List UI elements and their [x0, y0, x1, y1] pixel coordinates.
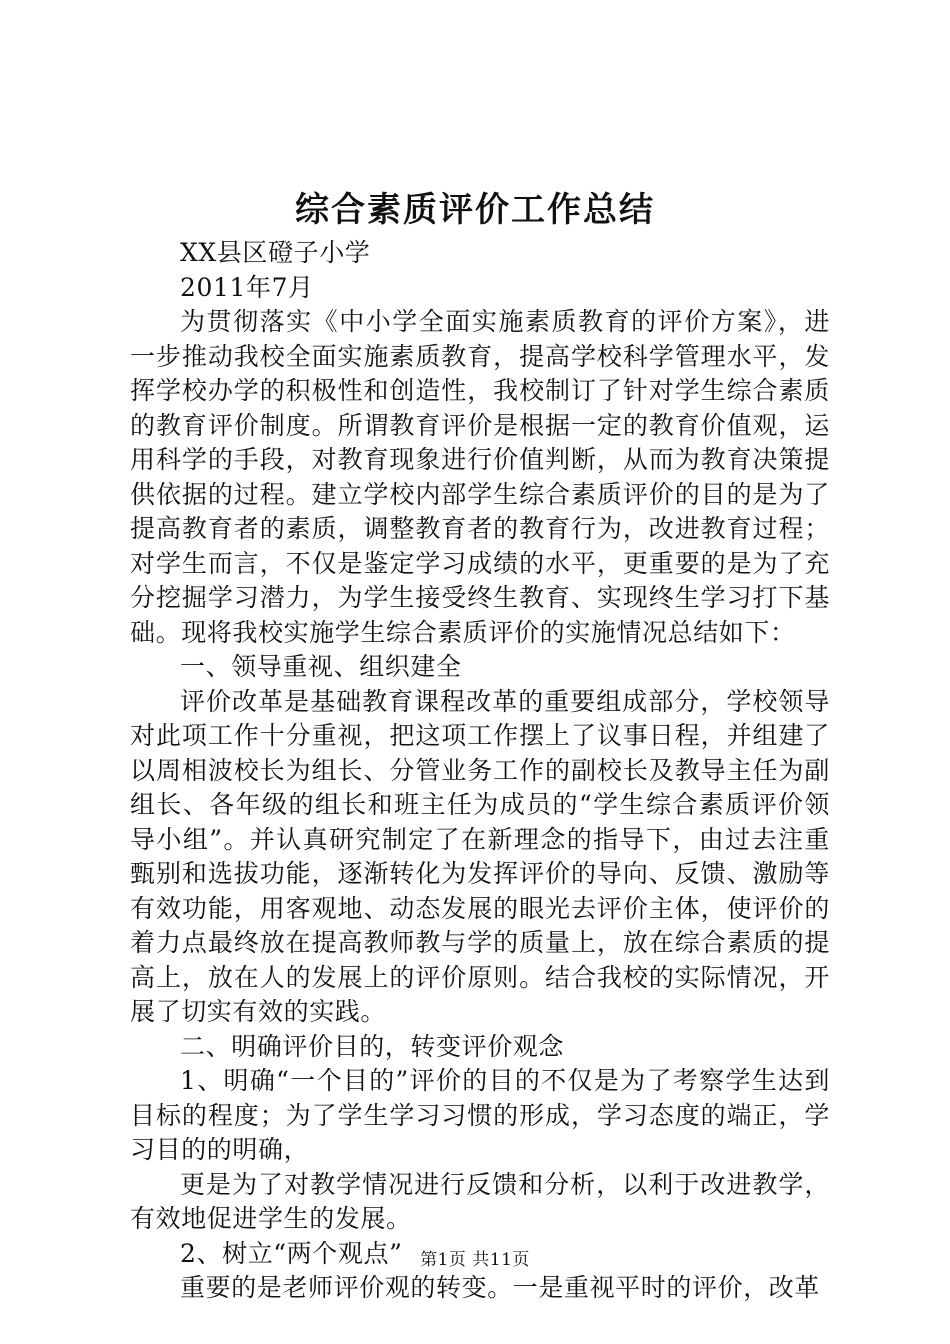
document-date: 2011年7月 — [180, 272, 314, 302]
school-name: XX县区磴子小学 — [180, 238, 371, 267]
point-2-heading: 2、树立“两个观点” — [180, 1238, 403, 1268]
point-1-continuation: 更是为了对教学情况进行反馈和分析，以利于改进教学，有效地促进学生的发展。 — [130, 1169, 830, 1233]
page-footer: 第1页 共11页 — [420, 1250, 530, 1270]
intro-paragraph: 为贯彻落实《中小学全面实施素质教育的评价方案》，进一步推动我校全面实施素质教育，提高学校科学管理水平，发挥学校办学的积极性和创造性，我校制订了针对学生综合素质的教育评价制度。所谓教育评价是根据一定的教育价值观，运用科学的手段，对教育现象进行价值判断，从而为教育决策提供依据的过程。建立学校内部学生综合素质评价的目的是为了提高教育者的素质，调整教育者的教育行为，改进教育过程；对学生而言，不仅是鉴定学习成绩的水平，更重要的是为了充分挖掘学习潜力，为学生接受终生教育、实现终生学习打下基础。现将我校实施学生综合素质评价的实施情况总结如下： — [130, 307, 830, 647]
document-body — [130, 236, 830, 1306]
section-heading-2: 二、明确评价目的，转变评价观念 — [180, 1031, 565, 1061]
section-1-paragraph: 评价改革是基础教育课程改革的重要组成部分，学校领导对此项工作十分重视，把这项工作摆上了议事日程，并组建了以周相波校长为组长、分管业务工作的副校长及教导主任为副组长、各年级的组长和班主任为成员的“学生综合素质评价领导小组”。并认真研究制定了在新理念的指导下，由过去注重甄别和选拔功能，逐渐转化为发挥评价的导向、反馈、激励等有效功能，用客观地、动态发展的眼光去评价主体，使评价的着力点最终放在提高教师教与学的质量上，放在综合素质的提高上，放在人的发展上的评价原则。结合我校的实际情况，开展了切实有效的实践。 — [130, 686, 830, 1026]
point-1-paragraph: 1、明确“一个目的”评价的目的不仅是为了考察学生达到目标的程度；为了学生学习习惯的形成，学习态度的端正，学习目的的明确， — [130, 1066, 830, 1164]
point-2-paragraph: 重要的是老师评价观的转变。一是重视平时的评价，改革 — [180, 1273, 821, 1302]
section-heading-1: 一、领导重视、组织建全 — [180, 652, 462, 681]
document-title: 综合素质评价工作总结 — [295, 190, 655, 230]
